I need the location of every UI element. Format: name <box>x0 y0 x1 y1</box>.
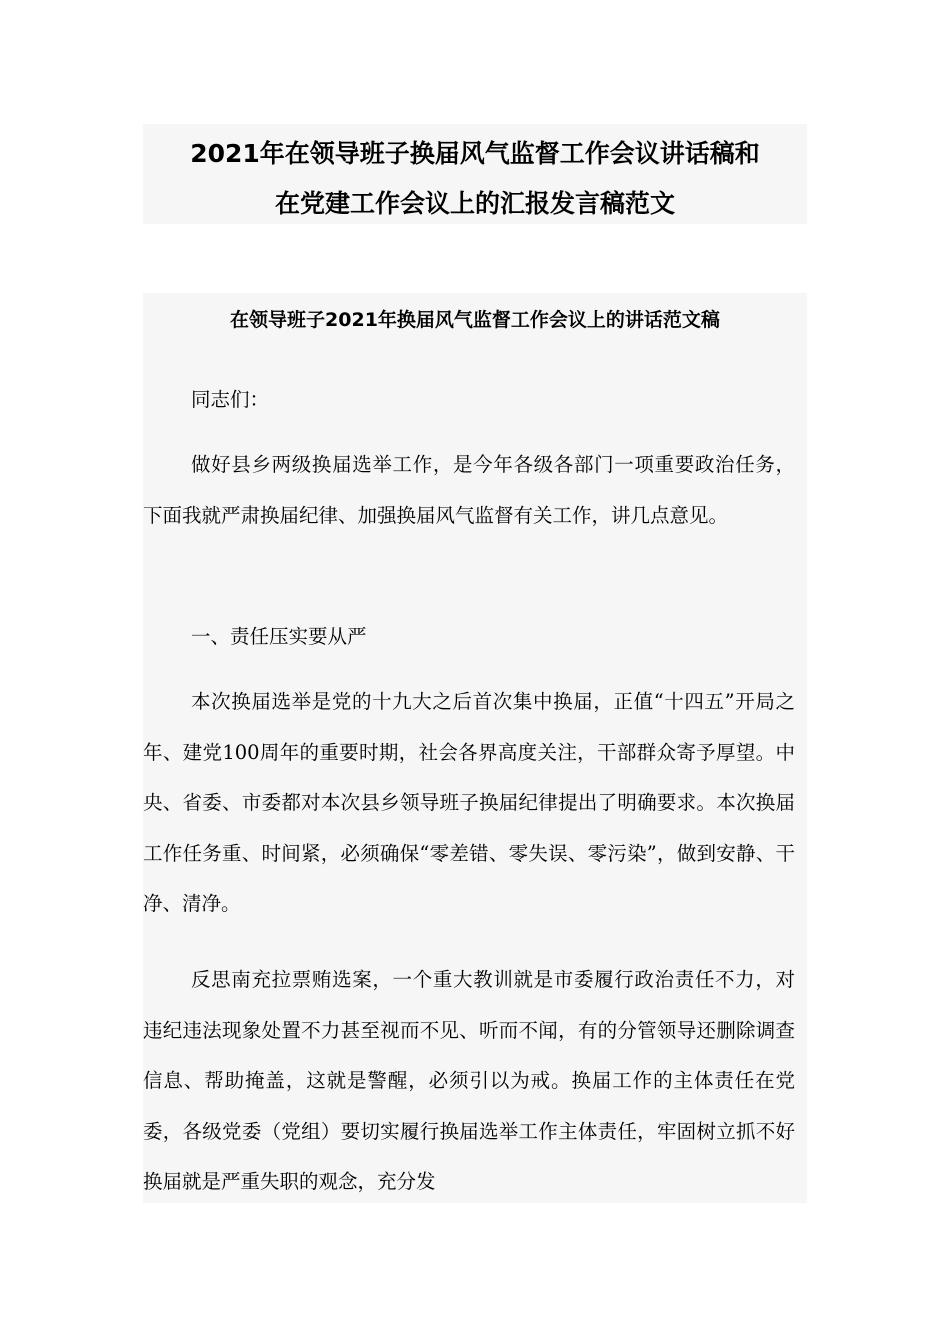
section-title: 在领导班子2021年换届风气监督工作会议上的讲话范文稿 <box>230 309 720 331</box>
document-title-line-2: 在党建工作会议上的汇报发言稿范文 <box>274 189 675 218</box>
paragraph-2: 本次换届选举是党的十九大之后首次集中换届，正值“十四五”开局之年、建党100周年的重要时期，社会各界高度关注，干部群众寄予厚望。中央、省委、市委都对本次县乡领导班子换届纪律提出了明确要求。本次换届工作任务重、时间紧，必须确保“零差错、零失误、零污染”，做到安静、干净、清净。 <box>143 690 795 915</box>
document-title-line-1: 2021年在领导班子换届风气监督工作会议讲话稿和 <box>190 139 760 168</box>
paragraph-3: 反思南充拉票贿选案，一个重大教训就是市委履行政治责任不力，对违纪违法现象处置不力甚至视而不见、听而不闻，有的分管领导还删除调查信息、帮助掩盖，这就是警醒，必须引以为戒。换届工作的主体责任在党委，各级党委（党组）要切实履行换届选举工作主体责任，牢固树立抓不好换届就是严重失职的观念，充分发 <box>143 968 795 1193</box>
document-body <box>143 293 807 1203</box>
paragraph-1: 做好县乡两级换届选举工作，是今年各级各部门一项重要政治任务，下面我就严肃换届纪律、加强换届风气监督有关工作，讲几点意见。 <box>143 453 795 527</box>
greeting: 同志们： <box>191 388 270 411</box>
section-heading-1: 一、责任压实要从严 <box>191 625 367 648</box>
document-title-block <box>143 124 807 224</box>
